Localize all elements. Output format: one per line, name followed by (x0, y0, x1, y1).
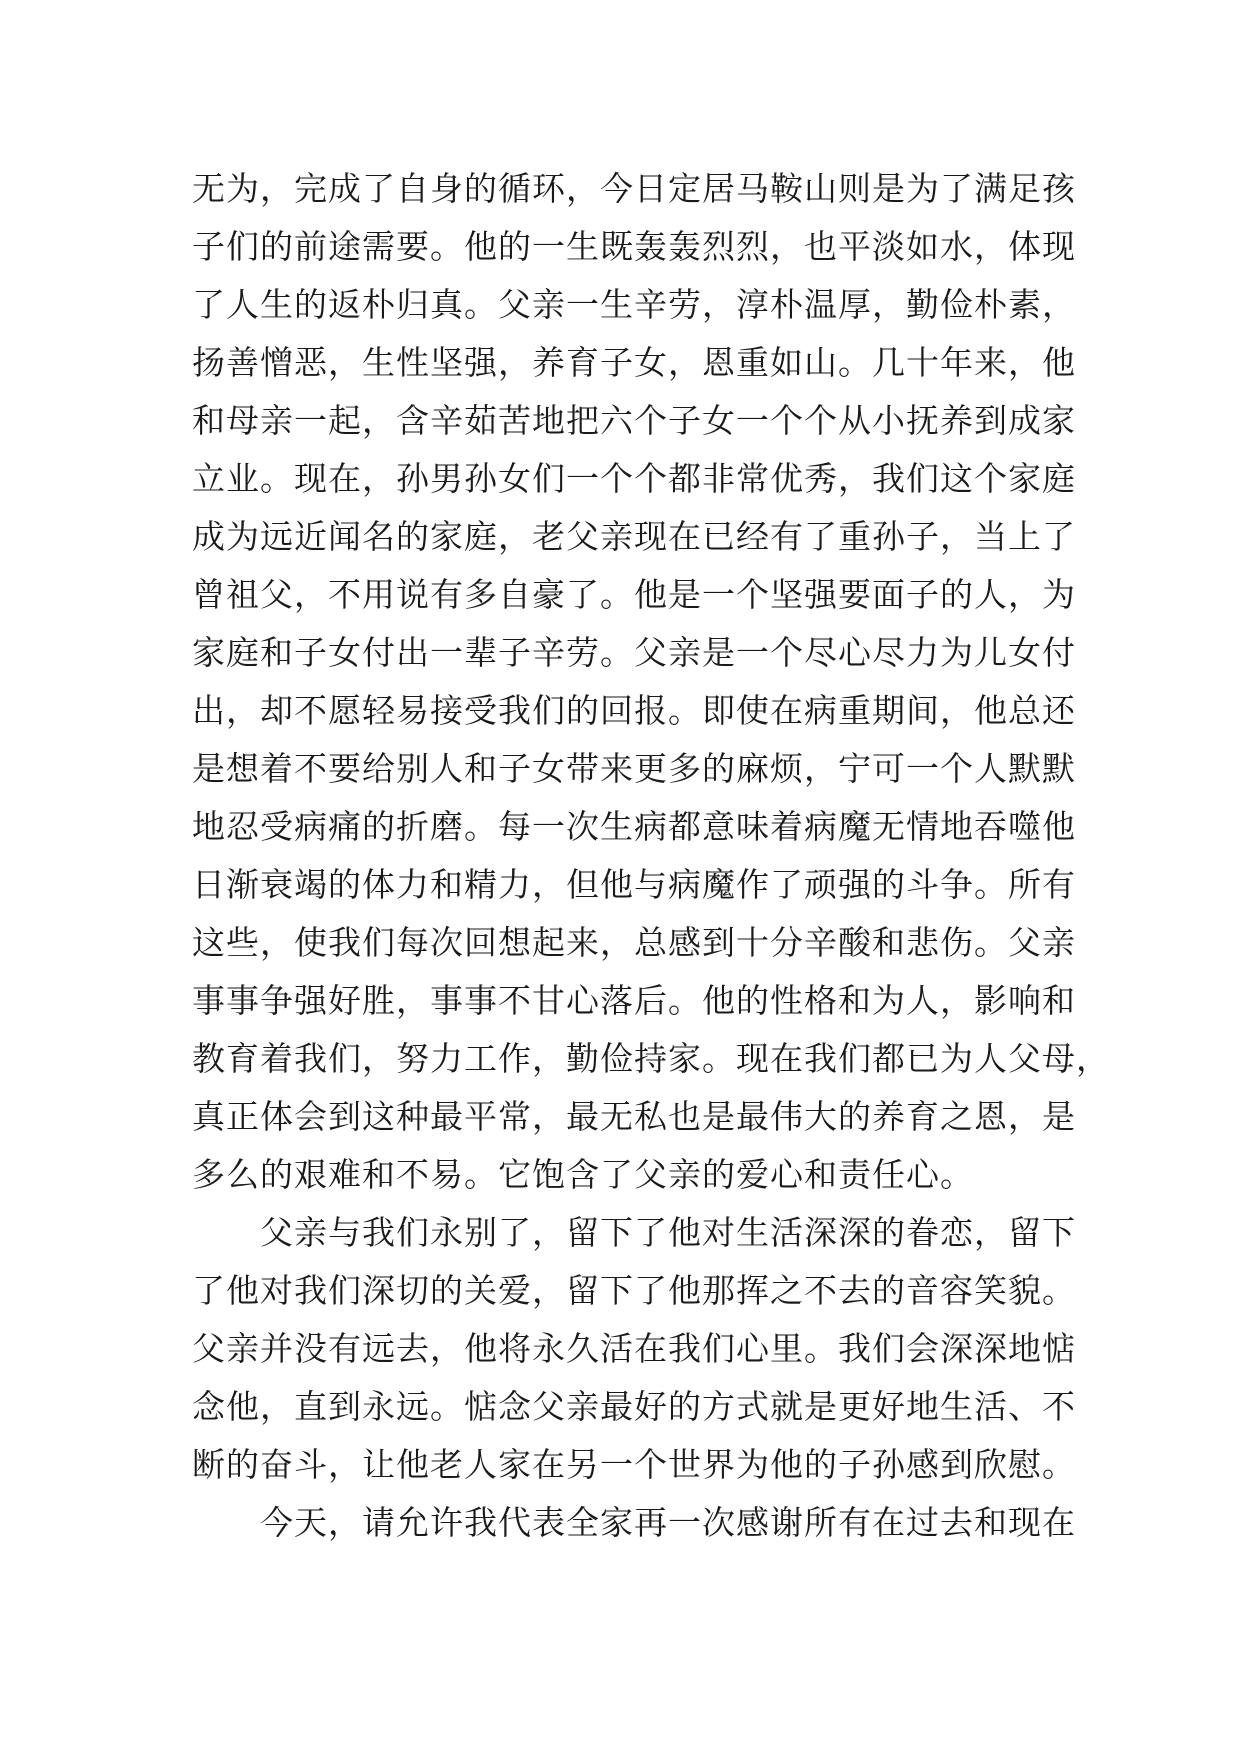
text-line: 断的奋斗，让他老人家在另一个世界为他的子孙感到欣慰。 (192, 1445, 1076, 1484)
text-line: 家庭和子女付出一辈子辛劳。父亲是一个尽心尽力为儿女付 (192, 633, 1076, 672)
text-line: 成为远近闻名的家庭，老父亲现在已经有了重孙子，当上了 (192, 517, 1076, 556)
text-line: 曾祖父，不用说有多自豪了。他是一个坚强要面子的人，为 (192, 575, 1076, 614)
paragraph-end-line: 多么的艰难和不易。它饱含了父亲的爱心和责任心。 (192, 1155, 974, 1194)
text-line: 立业。现在，孙男孙女们一个个都非常优秀，我们这个家庭 (192, 459, 1076, 498)
text-line: 真正体会到这种最平常，最无私也是最伟大的养育之恩，是 (192, 1097, 1076, 1136)
text-line: 了人生的返朴归真。父亲一生辛劳，淳朴温厚，勤俭朴素， (192, 285, 1076, 324)
paragraph-first-line: 父亲与我们永别了，留下了他对生活深深的眷恋，留下 (260, 1213, 1076, 1252)
text-line: 教育着我们，努力工作，勤俭持家。现在我们都已为人父母， (192, 1039, 1110, 1078)
text-line: 无为，完成了自身的循环，今日定居马鞍山则是为了满足孩 (192, 169, 1076, 208)
document-body (192, 160, 1110, 1552)
text-line: 扬善憎恶，生性坚强，养育子女，恩重如山。几十年来，他 (192, 343, 1076, 382)
text-line: 地忍受病痛的折磨。每一次生病都意味着病魔无情地吞噬他 (192, 807, 1076, 846)
text-line: 日渐衰竭的体力和精力，但他与病魔作了顽强的斗争。所有 (192, 865, 1076, 904)
text-line: 和母亲一起，含辛茹苦地把六个子女一个个从小抚养到成家 (192, 401, 1076, 440)
text-line: 事事争强好胜，事事不甘心落后。他的性格和为人，影响和 (192, 981, 1076, 1020)
text-line: 子们的前途需要。他的一生既轰轰烈烈，也平淡如水，体现 (192, 227, 1076, 266)
text-line: 出，却不愿轻易接受我们的回报。即使在病重期间，他总还 (192, 691, 1076, 730)
paragraph-first-line: 今天，请允许我代表全家再一次感谢所有在过去和现在 (260, 1503, 1076, 1542)
text-line: 是想着不要给别人和子女带来更多的麻烦，宁可一个人默默 (192, 749, 1076, 788)
text-line: 了他对我们深切的关爱，留下了他那挥之不去的音容笑貌。 (192, 1271, 1076, 1310)
text-line: 这些，使我们每次回想起来，总感到十分辛酸和悲伤。父亲 (192, 923, 1076, 962)
text-line: 父亲并没有远去，他将永久活在我们心里。我们会深深地惦 (192, 1329, 1076, 1368)
text-line: 念他，直到永远。惦念父亲最好的方式就是更好地生活、不 (192, 1387, 1076, 1426)
